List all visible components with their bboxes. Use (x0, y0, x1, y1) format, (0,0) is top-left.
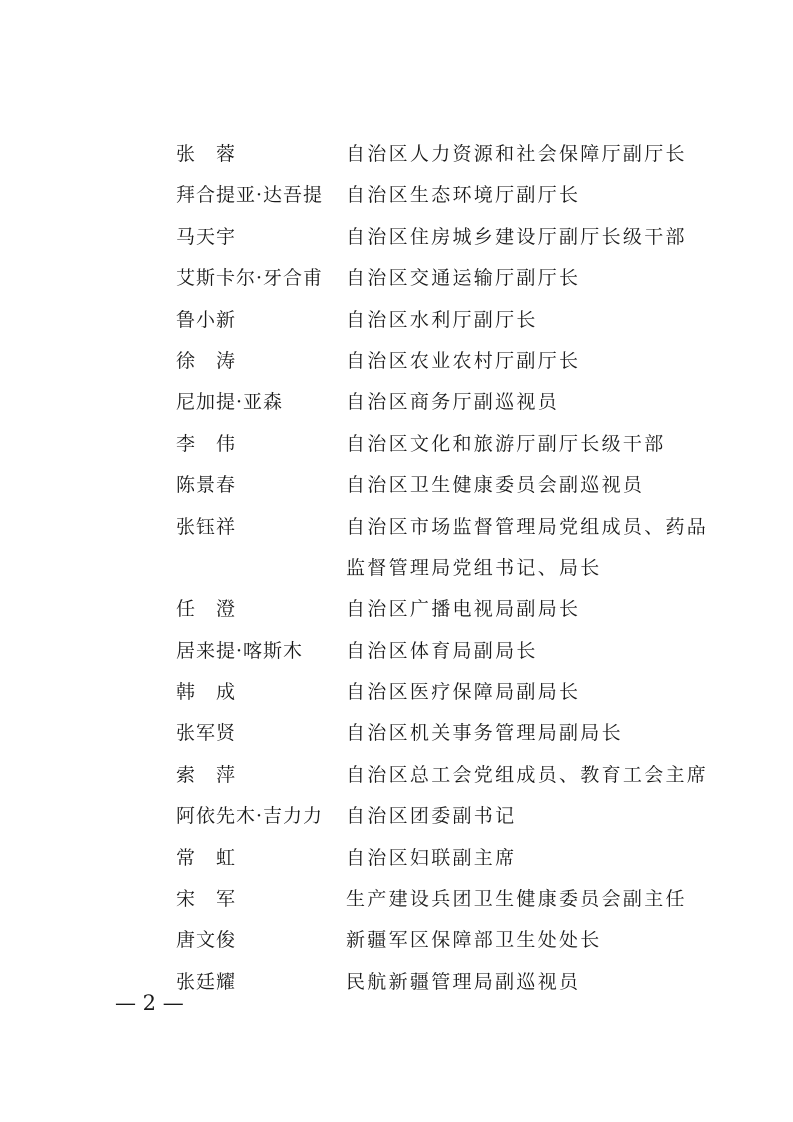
person-title: 自治区妇联副主席 (346, 846, 517, 869)
roster-row (0, 796, 793, 837)
person-name: 张 蓉 (176, 143, 237, 165)
person-name: 徐 涛 (176, 349, 237, 372)
roster-row (0, 672, 793, 713)
person-name: 马天宇 (176, 225, 237, 248)
roster-row (0, 382, 793, 423)
person-title: 自治区广播电视局副局长 (346, 598, 581, 621)
person-title: 自治区卫生健康委员会副巡视员 (346, 474, 645, 497)
person-title: 自治区团委副书记 (346, 805, 517, 828)
person-name: 张钰祥 (176, 515, 237, 538)
person-name: 居来提·喀斯木 (176, 639, 304, 662)
person-name: 韩 成 (176, 681, 237, 704)
person-name: 张军贤 (176, 722, 237, 745)
person-title: 自治区总工会党组成员、教育工会主席 (346, 763, 709, 786)
roster-row (0, 175, 793, 216)
person-name: 任 澄 (176, 598, 237, 621)
roster-row (0, 465, 793, 506)
person-title: 自治区人力资源和社会保障厅副厅长 (346, 143, 687, 165)
person-title: 新疆军区保障部卫生处处长 (346, 929, 602, 952)
roster-row (0, 424, 793, 465)
person-title: 自治区住房城乡建设厅副厅长级干部 (346, 225, 687, 248)
personnel-roster (0, 134, 793, 1003)
person-title: 自治区医疗保障局副局长 (346, 681, 581, 704)
person-name: 陈景春 (176, 474, 237, 497)
person-name: 唐文俊 (176, 929, 237, 952)
person-title: 自治区农业农村厅副厅长 (346, 349, 581, 372)
person-title: 民航新疆管理局副巡视员 (346, 970, 581, 993)
roster-row (0, 755, 793, 796)
person-title: 自治区交通运输厅副厅长 (346, 267, 581, 290)
roster-row (0, 838, 793, 879)
person-name: 宋 军 (176, 888, 237, 911)
roster-row (0, 713, 793, 754)
roster-row (0, 879, 793, 920)
roster-row (0, 631, 793, 672)
person-title: 自治区体育局副局长 (346, 639, 538, 662)
person-name: 尼加提·亚森 (176, 391, 284, 414)
person-name: 拜合提亚·达吾提 (176, 184, 324, 207)
person-title: 监督管理局党组书记、局长 (346, 556, 602, 579)
person-title: 自治区市场监督管理局党组成员、药品 (346, 515, 709, 538)
roster-row (0, 258, 793, 299)
person-name: 张廷耀 (176, 970, 237, 993)
person-name: 阿依先木·吉力力 (176, 805, 324, 828)
person-name: 索 萍 (176, 763, 237, 786)
roster-row (0, 920, 793, 961)
roster-row (0, 548, 793, 589)
person-name: 李 伟 (176, 432, 237, 455)
person-title: 自治区生态环境厅副厅长 (346, 184, 581, 207)
person-name: 艾斯卡尔·牙合甫 (176, 267, 324, 290)
person-title: 自治区商务厅副巡视员 (346, 391, 560, 414)
roster-row (0, 341, 793, 382)
person-name: 常 虹 (176, 846, 237, 869)
roster-row (0, 134, 793, 175)
roster-row (0, 589, 793, 630)
roster-row (0, 507, 793, 548)
person-title: 自治区机关事务管理局副局长 (346, 722, 623, 745)
person-title: 自治区文化和旅游厅副厅长级干部 (346, 432, 666, 455)
person-name: 鲁小新 (176, 308, 237, 331)
person-title: 生产建设兵团卫生健康委员会副主任 (346, 888, 687, 911)
roster-row (0, 300, 793, 341)
page-number: — 2 — (115, 991, 184, 1015)
person-title: 自治区水利厅副厅长 (346, 308, 538, 331)
roster-row (0, 217, 793, 258)
